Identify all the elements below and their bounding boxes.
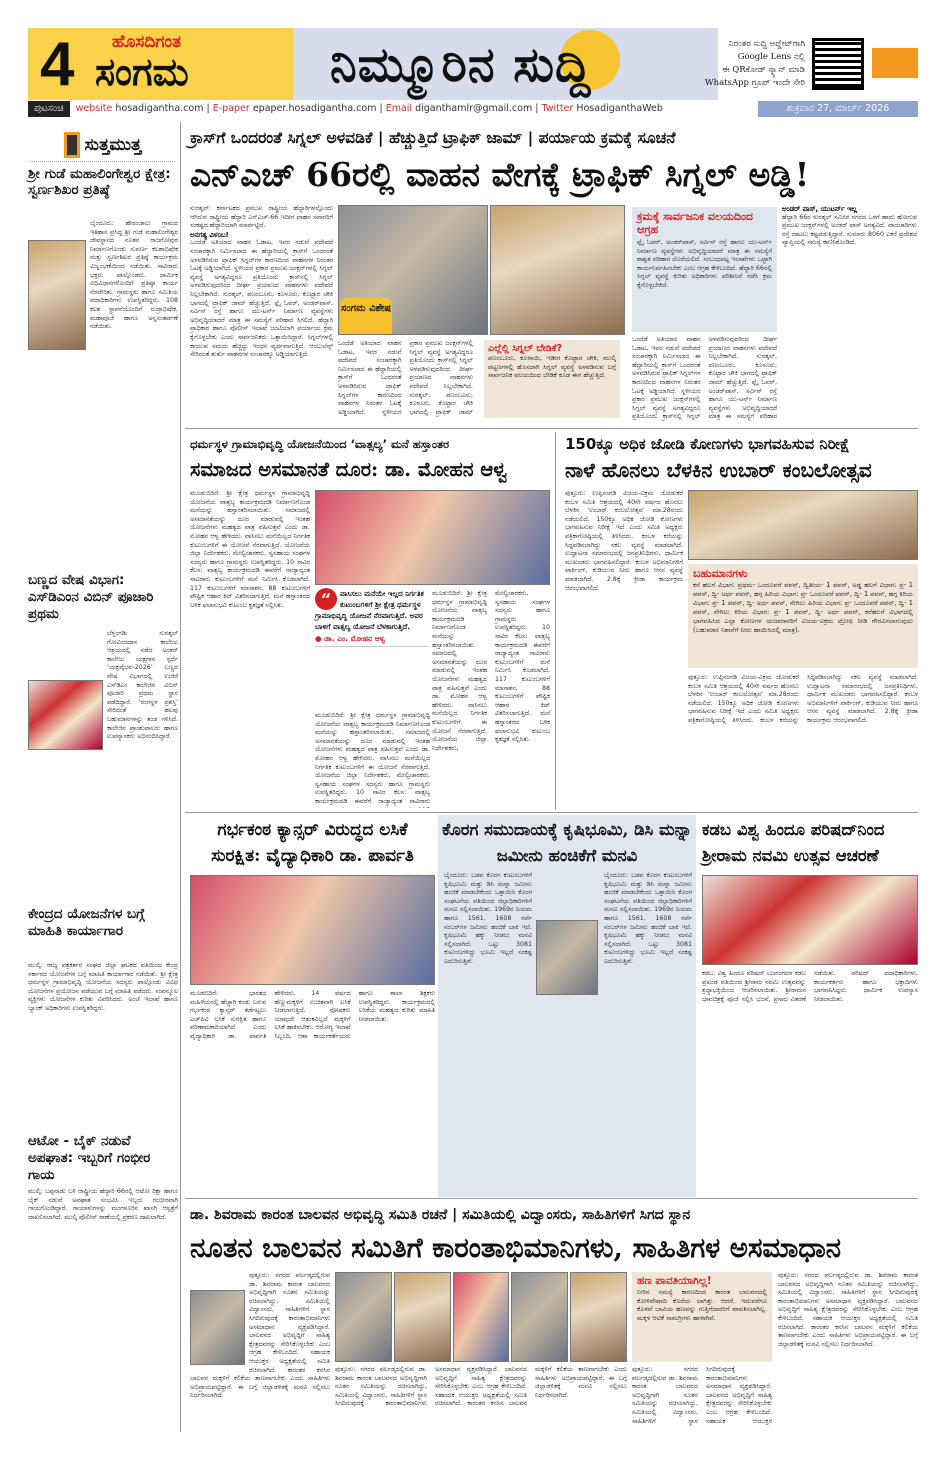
signal-demand-box [484,340,620,418]
story-kicker: ಡಾ. ಶಿವರಾಮ ಕಾರಂತ ಬಾಲವನ ಅಭಿವೃದ್ಧಿ ಸಮಿತಿ ರಚನೆ | ಸಮಿತಿಯಲ್ಲಿ ವಿದ್ವಾಂಸರು, ಸಾಹಿತಿಗಳಿಗೆ ಸಿಗದ ಸ್ಥಾನ [190,1207,691,1223]
public-demand-box [632,207,777,332]
story-body: ಮುಲ್ಕಿ: ರಾಜ್ಯ ಪತ್ರಕರ್ತರ ಸಂಘದ ಜಿಲ್ಲಾ ಘಟಕದ ವತಿಯಿಂದ ಕೇಂದ್ರ ಸರ್ಕಾರದ ಯೋಜನೆಗಳ ಬಗ್ಗೆ ಮಾಹಿತಿ ಕಾರ್ಯಾಗಾರ ನಡೆಯಿತು. ಶ್ರೀ ಕ್ಷೇತ್ರ ಧರ್ಮಸ್ಥಳ ಗ್ರಾಮಾಭಿವೃದ್ಧಿ ಯೋಜನೆಯ ಸದಸ್ಯರು ಪಾಲ್ಗೊಂಡು ವಿವಿಧ ಯೋಜನೆಗಳ ಪ್ರಯೋಜನ ಪಡೆಯುವ ಬಗ್ಗೆ ಮಾಹಿತಿ ಪಡೆದರು. ಸಂಪನ್ಮೂಲ ವ್ಯಕ್ತಿಗಳು ಯೋಜನೆಗಳ ಕುರಿತು ವಿವರಿಸಿದರು. ಅಂಚೆ ಇಲಾಖೆ ಹಾಗೂ ಬ್ಯಾಂಕ್ ಅಧಿಕಾರಿಗಳು ಉಪಸ್ಥಿತರಿದ್ದರು. [28,962,178,1012]
section-brand: ಸಂಗಮ [95,50,189,94]
qr-line: ನಿರಂತರ ಸುದ್ದಿ ಅಪ್ಡೇಟ್‌ಗಾಗಿ [728,39,805,49]
qr-line: ಈ QRಕೋಡ್ ಸ್ಕ್ಯಾನ್ ಮಾಡಿ [722,65,805,75]
story-body [28,220,178,565]
story-body: ಪುತ್ತೂರು: ನಗರದ ಪರ್ಲಡ್ಕದಲ್ಲಿರುವ ಡಾ. ಶಿವರಾಮ ಕಾರಂತ ಬಾಲವನದ ಅಭಿವೃದ್ಧಿಗಾಗಿ ನೂತನ ಸಮಿತಿಯನ್ನು ರಚಿಸಲಾಗಿದ್ದು, ಸಮಿತಿಯಲ್ಲಿ ವಿದ್ವಾಂಸರು, ಸಾಹಿತಿಗಳಿಗೆ ಸ್ಥಾನ ಸಿಗದಿರುವುದಕ್ಕೆ ಕಾರಂತಾಭಿಮಾನಿಗಳು ಅಸಮಾಧಾನ ವ್ಯಕ್ತಪಡಿಸಿದ್ದಾರೆ. ಬಾಲವನದ ಅಭಿವೃದ್ಧಿಗೆ ಸಾಹಿತ್ಯ ಕ್ಷೇತ್ರದವರನ್ನು ಸೇರಿಸಿಕೊಳ್ಳಬೇಕು ಎಂಬ ಆಗ್ರಹ ಕೇಳಿಬಂದಿದೆ. ಸಹಾಯಕ ಆಯುಕ್ತರ [632,1366,772,1425]
story-text: ಪುತ್ತೂರು: ನಗರದ ಪರ್ಲಡ್ಕದಲ್ಲಿರುವ ಡಾ. ಶಿವರಾಮ ಕಾರಂತ ಬಾಲವನದ ಅಭಿವೃದ್ಧಿಗಾಗಿ ನೂತನ ಸಮಿತಿಯನ್ನು ರಚಿಸಲಾಗಿದ್ದು, ಸಮಿತಿಯಲ್ಲಿ ವಿದ್ವಾಂಸರು, ಸಾಹಿತಿಗಳಿಗೆ ಸ್ಥಾನ ಸಿಗದಿರುವುದಕ್ಕೆ ಕಾರಂತಾಭಿಮಾನಿಗಳು ಅಸಮಾಧಾನ ವ್ಯಕ್ತಪಡಿಸಿದ್ದಾರೆ. ಬಾಲವನದ ಅಭಿವೃದ್ಧಿಗೆ ಸಾಹಿತ್ಯ ಕ್ಷೇತ್ರದವರನ್ನು ಸೇರಿಸಿಕೊಳ್ಳಬೇಕು ಎಂಬ ಆಗ್ರಹ ಕೇಳಿಬಂದಿದೆ. ಸಹಾಯಕ ಆಯುಕ್ತರ ಅಧ್ಯಕ್ಷತೆಯಲ್ಲಿ ಸಮಿತಿ ರಚಿಸಲಾಗಿದೆ. ಕಾರಂತರ ಕನಸಿನ ಬಾಲವನ ಮಕ್ಕಳಿಗೆ ಕಲಿಕೆಯ ತಾಣವಾಗಬೇಕು ಎಂದು ಸಾಹಿತಿಗಳು ಅಭಿಪ್ರಾಯಪಟ್ಟಿದ್ದಾರೆ. ಈ ಬಗ್ಗೆ ಜಿಲ್ಲಾಡಳಿತಕ್ಕೆ ಮನವಿ ಸಲ್ಲಿಸಲು ನಿರ್ಧರಿಸಲಾಗಿದೆ. [190,1272,330,1400]
quote-icon: “ [315,588,337,610]
temple-photo [28,240,86,350]
box-title: ಬಹುಮಾನಗಳು [693,567,748,580]
story-body [28,630,178,895]
story-body: ಮೂಡಬಿದಿರೆ: ಭಾರತದ ಮಹಿಳೆಯರಲ್ಲಿ ಹೆಚ್ಚಾಗಿ ಕಂಡು ಬರುವ ಗರ್ಭಕಂಠ ಕ್ಯಾನ್ಸರ್ ತಡೆಗಟ್ಟಲು ಎಚ್‌ಪಿವಿ ಲಸಿಕೆ ಸುರಕ್ಷಿತ ಹಾಗೂ ಪರಿಣಾಮಕಾರಿಯಾಗಿದೆ ಎಂದು ವೈದ್ಯಾಧಿಕಾರಿ ಡಾ. ಪಾರ್ವತಿ ಹೇಳಿದರು. 14 ವರ್ಷದ ಹೆಣ್ಣುಮಕ್ಕಳಿಗೆ ಉಚಿತವಾಗಿ ಲಸಿಕೆ ನೀಡಲಾಗುತ್ತಿದೆ. ಪೋಷಕರು ಯಾವುದೇ ಆತಂಕವಿಲ್ಲದೆ ಮಕ್ಕಳಿಗೆ ಲಸಿಕೆ ಹಾಕಿಸಬೇಕು. ಆರೋಗ್ಯ ಇಲಾಖೆ ಸಿಬ್ಬಂದಿ, ಆಶಾ ಕಾರ್ಯಕರ್ತೆಯರು ಹಾಗೂ ಶಾಲಾ ಶಿಕ್ಷಕರು ಉಪಸ್ಥಿತರಿದ್ದರು. ಕಾರ್ಯಕ್ರಮದಲ್ಲಿ ಲಸಿಕೆಯ ಮಹತ್ವದ ಕುರಿತು ಮಾಹಿತಿ ನೀಡಲಾಯಿತು. [190,990,435,1040]
quote-author: ● ಡಾ. ಎಂ. ಮೋಹನ ಆಳ್ವ [315,634,386,643]
traffic-signal-photo [490,205,625,335]
sangama-special-badge: ಸಂಗಮ ವಿಶೇಷ [340,298,392,334]
prizes-box [688,564,918,668]
portrait-photo [570,1272,627,1362]
box-body: ನೀರಿನ ಸಮಸ್ಯೆ ಕಾರಣದಿಂದ ಕಾರಂತ ಬಾಲವನದಲ್ಲಿ ಕೋಳಿವೇಷಾದಿ ಕೊರೆಯ ಲಾಗಿತ್ತು. ಆದರೆ, ಇದುವರೆಗೂ ಕೊಳವೆ ಬಾವಿಯ ಹಣವನ್ನು ಗುತ್ತಿಗೆದಾರರಿಗೆ ಪಾವತಿಸಲಾಗಿಲ್ಲ. ಮಕ್ಕಳ ಆಟಿಕೆ ಸಾಮಗ್ರಿಗಳು ಹಾಳಾಗಿವೆ. [637,1288,767,1322]
box-title: ಹಣ ಪಾವತಿಯಾಗಿಲ್ಲ! [637,1275,712,1287]
box-title: ಕ್ರಮಕ್ಕೆ ಸಾರ್ವಜನಿಕ ವಲಯದಿಂದ ಆಗ್ರಹ [637,210,753,236]
page-number: 4 [40,30,75,99]
contact-strip [28,101,918,117]
qr-line: Google Lens ನಲ್ಲಿ [737,52,805,62]
pull-quote [315,588,428,647]
story-body: ಪುತ್ತೂರು: ಉಪ್ಪಿನಂಗಡಿ ವಿಜಯ-ವಿಕ್ರಮ ಜೋಡುಕರೆ ಕಂಬಳ ಸಮಿತಿ ಆಶ್ರಯದಲ್ಲಿ 40ನೇ ವರ್ಷದ ಹೊನಲು ಬೆಳಕಿನ ‘ಉಬಾರ್ ಕಂಬಲೋತ್ಸವ’ ಮಾ.28ರಂದು ನಡೆಯಲಿದೆ. 150ಕ್ಕೂ ಅಧಿಕ ಜೋಡಿ ಕೋಣಗಳು ಭಾಗವಹಿಸುವ ನಿರೀಕ್ಷೆ ಇದೆ ಎಂದು ಸಮಿತಿ ಅಧ್ಯಕ್ಷರು ಪತ್ರಿಕಾಗೋಷ್ಠಿಯಲ್ಲಿ ತಿಳಿಸಿದರು. ಕಂಬಳ ಕರೆಯನ್ನು ಸಿದ್ಧಪಡಿಸಲಾಗಿದ್ದು ಸಕಲ ವ್ಯವಸ್ಥೆ ಮಾಡಲಾಗಿದೆ. ಉದ್ಘಾಟನಾ ಸಮಾರಂಭದಲ್ಲಿ ಜನಪ್ರತಿನಿಧಿಗಳು, ಧಾರ್ಮಿಕ ಮುಖಂಡರು ಭಾಗವಹಿಸಲಿದ್ದಾರೆ. ಕಂಬಳ ಅಭಿಮಾನಿಗಳಿಗೆ ಪಾರ್ಕಿಂಗ್, ಕುಡಿಯುವ ನೀರು ಹಾಗೂ ಆಸನ ವ್ಯವಸ್ಥೆ ಮಾಡಲಾಗಿದೆ. 2.8ಕ್ಕೆ ಕ್ರೀಡಾ ಕಾರ್ಯಕ್ರಮ ಆರಂಭವಾಗಲಿದೆ. [688,674,918,724]
box-body: ಫ್ಲೈ ಓವರ್, ಅಂಡರ್‌ಪಾಸ್, ಸರ್ವಿಸ್ ರಸ್ತೆ ಹಾಗೂ ಯು-ಟರ್ನ್ ನಿರ್ಮಾಣ ವ್ಯವಸ್ಥೆಗಳು ಅಭಿವೃದ್ಧಿಯಾದರೆ ಮಾತ್ರ ಈ ಸಮಸ್ಯೆಗೆ ಶಾಶ್ವತ ಪರಿಹಾರ ದೊರೆಯಲಿದೆ. ಸಂಬಂಧಪಟ್ಟ ಇಲಾಖೆಗಳು ಒಟ್ಟಾಗಿ ಕಾರ್ಯನಿರ್ವಹಿಸಬೇಕು ಎಂಬ ಆಗ್ರಹ ಕೇಳಿಬಂದಿದೆ. ಹೆದ್ದಾರಿ 66ರಲ್ಲಿ ಸಿಗ್ನಲ್ ವ್ಯವಸ್ಥೆ ಕುರಿತು ಅಧಿಕಾರಿಗಳು ಪರಿಶೀಲನೆ ನಡೆಸಿ ಕ್ರಮ ಕೈಗೊಳ್ಳಬೇಕಿದೆ. [637,239,772,289]
lead-body-col3: ಒಂದೆಡೆ ಅತಿಯಾದ ವಾಹನ ಓಡಾಟ, ಇವರ ನಡುವೆ ಪದೇಪದೆ ಸಂಚಾರಕ್ಕಾಗಿ ನಿರ್ಮಿಸಲಾದ ಈ ಹೆದ್ದಾರಿಯಲ್ಲಿ ಕ್ರಾಸ್‌ಗೆ ಒಂದರಂತೆ ಅಳವಡಿಸಿರುವ ಟ್ರಾಫಿಕ್ ಸಿಗ್ನಲ್‌ಗಳ ಕಾರಣದಿಂದ ವಾಹನಗಳ ನಿರಂತರ ಓಟಕ್ಕೆ ಅಡ್ಡಿಯಾಗಿದೆ. ಸ್ಥಳೀಯರ ಪ್ರಕಾರ ಪ್ರಮುಖ ಜಂಕ್ಷನ್‌ಗಳಲ್ಲಿ ಸಿಗ್ನಲ್ ವ್ಯವಸ್ಥೆ ಅಗತ್ಯವಿದ್ದರೂ ಪ್ರತಿಯೊಂದು ಕ್ರಾಸ್‌ನಲ್ಲಿ ಸಿಗ್ನಲ್ ಅಳವಡಿಸುವುದರಿಂದ ದೀರ್ಘ ಪ್ರಯಾಣದ ವಾಹನಗಳು ಪದೇಪದೆ ನಿಲ್ಲಬೇಕಾಗಿದೆ. ಸುರತ್ಕಲ್, ಪಣಂಬೂರು, ಕೂಳೂರು, ಕೊಟ್ಟಾರ ಚೌಕಿ ಭಾಗದಲ್ಲಿ ಟ್ರಾಫಿಕ್ ಜಾಮ್ ಹೆಚ್ಚುತ್ತಿದೆ. ಫ್ಲೈ ಓವರ್, ಅಂಡರ್‌ಪಾಸ್, ಸರ್ವಿಸ್ ರಸ್ತೆ ಹಾಗೂ ಯು-ಟರ್ನ್ ನಿರ್ಮಾಣ ವ್ಯವಸ್ಥೆಗಳು ಅಭಿವೃದ್ಧಿಯಾದರೆ ಮಾತ್ರ ಈ ಸಮಸ್ಯೆಗೆ ಪರಿಹಾರ [632,336,777,421]
story-headline[interactable]: ಶ್ರೀ ಗುಡೆ ಮಹಾಲಿಂಗೇಶ್ವರ ಕ್ಷೇತ್ರ: ಸ್ವರ್ಣಶಿಖರ ಪ್ರತಿಷ್ಠೆ [28,166,171,198]
story-body [190,1272,330,1430]
column-divider [180,122,181,1432]
story-text: ಬೈಂದೂರು: ಹೇರಂಜಾಲು ಗ್ರಾಮದ ಇತಿಹಾಸ ಪ್ರಸಿದ್ಧ ಶ್ರೀ ಗುಡೆ ಮಹಾಲಿಂಗೇಶ್ವರ ದೇವಸ್ಥಾನದ ನೂತನ ರಾಜಗೋಪುರ ನಿರ್ಮಾಣಗೊಂಡು ಸುವರ್ಣ ಕಲಶಾಭಿಷೇಕ ಮತ್ತು ಸ್ವರ್ಣಶಿಖರ ಪ್ರತಿಷ್ಠೆ ಕಾರ್ಯಕ್ರಮ ವಿಜೃಂಭಣೆಯಿಂದ ನಡೆಯಿತು. ಸಾವಿರಾರು ಭಕ್ತರು ಪಾಲ್ಗೊಂಡರು. ಧಾರ್ಮಿಕ ವಿಧಿವಿಧಾನಗಳೊಂದಿಗೆ ಪ್ರತಿಷ್ಠಾ ಕಾರ್ಯ ನೆರವೇರಿತು. ಗ್ರಾಮಸ್ಥರು ಹಾಗೂ ಸಮಿತಿಯ ಪದಾಧಿಕಾರಿಗಳು ಉಪಸ್ಥಿತರಿದ್ದರು. 108 ಕಲಶ ಸ್ಥಾಪನೆಯೊಂದಿಗೆ ರುದ್ರಾಭಿಷೇಕ, ಮಹಾಪೂಜೆ ಹಾಗೂ ಅನ್ನಸಂತರ್ಪಣೆ ನಡೆಯಿತು. [90,220,178,331]
lead-subhead: ಅಂಡರ್ ಪಾಸ್, ಯುಟರ್ನ್ ಇಲ್ಲ [782,205,858,213]
story-body: ಪುತ್ತೂರು: ಉಪ್ಪಿನಂಗಡಿ ವಿಜಯ-ವಿಕ್ರಮ ಜೋಡುಕರೆ ಕಂಬಳ ಸಮಿತಿ ಆಶ್ರಯದಲ್ಲಿ 40ನೇ ವರ್ಷದ ಹೊನಲು ಬೆಳಕಿನ ‘ಉಬಾರ್ ಕಂಬಲೋತ್ಸವ’ ಮಾ.28ರಂದು ನಡೆಯಲಿದೆ. 150ಕ್ಕೂ ಅಧಿಕ ಜೋಡಿ ಕೋಣಗಳು ಭಾಗವಹಿಸುವ ನಿರೀಕ್ಷೆ ಇದೆ ಎಂದು ಸಮಿತಿ ಅಧ್ಯಕ್ಷರು ಪತ್ರಿಕಾಗೋಷ್ಠಿಯಲ್ಲಿ ತಿಳಿಸಿದರು. ಕಂಬಳ ಕರೆಯನ್ನು ಸಿದ್ಧಪಡಿಸಲಾಗಿದ್ದು ಸಕಲ ವ್ಯವಸ್ಥೆ ಮಾಡಲಾಗಿದೆ. ಉದ್ಘಾಟನಾ ಸಮಾರಂಭದಲ್ಲಿ ಜನಪ್ರತಿನಿಧಿಗಳು, ಧಾರ್ಮಿಕ ಮುಖಂಡರು ಭಾಗವಹಿಸಲಿದ್ದಾರೆ. ಕಂಬಳ ಅಭಿಮಾನಿಗಳಿಗೆ ಪಾರ್ಕಿಂಗ್, ಕುಡಿಯುವ ನೀರು ಹಾಗೂ ಆಸನ ವ್ಯವಸ್ಥೆ ಮಾಡಲಾಗಿದೆ. 2.8ಕ್ಕೆ ಕ್ರೀಡಾ ಕಾರ್ಯಕ್ರಮ ಆರಂಭವಾಗಲಿದೆ. [565,490,683,592]
website-link[interactable]: hosadigantha.com [115,103,204,114]
website-label: website [75,103,113,114]
section-label: ಪುಟಸಂಚಿ [28,101,70,117]
qr-instructions [660,38,805,90]
portrait-photo [190,1290,245,1365]
story-kicker: ಧರ್ಮಸ್ಥಳ ಗ್ರಾಮಾಭಿವೃದ್ಧಿ ಯೋಜನೆಯಿಂದ ‘ವಾತ್ಸಲ್ಯ’ ಮನೆ ಹಸ್ತಾಂತರ [190,437,450,451]
portrait-photo [453,1272,510,1362]
story-body: ಮೂಡುಬಿದಿರೆ: ಶ್ರೀ ಕ್ಷೇತ್ರ ಧರ್ಮಸ್ಥಳ ಗ್ರಾಮಾಭಿವೃದ್ಧಿ ಯೋಜನೆಯ ವಾತ್ಸಲ್ಯ ಕಾರ್ಯಕ್ರಮದಡಿ ನಿರ್ಮಾಣಗೊಂಡ ಮನೆಯನ್ನು ಹಸ್ತಾಂತರಿಸಲಾಯಿತು. ಸಮಾಜದಲ್ಲಿ ಅಸಮಾನತೆಯನ್ನು ದೂರ ಮಾಡುವಲ್ಲಿ ಇಂತಹ ಯೋಜನೆಗಳು ಮಹತ್ವದ ಪಾತ್ರ ವಹಿಸುತ್ತವೆ ಎಂದು ಡಾ. ಮೋಹನ ಆಳ್ವ ಹೇಳಿದರು. ವಾಸಿಸಲು ಮನೆಯಿಲ್ಲದ ನಿರ್ಗತಿಕ ಕುಟುಂಬಗಳಿಗೆ ಈ ಯೋಜನೆ ನೆರವಾಗುತ್ತಿದೆ. ಯೋಜನೆಯ ಜಿಲ್ಲಾ ನಿರ್ದೇಶಕರು, ಮೇಲ್ವಿಚಾರಕರು, ಸ್ವಸಹಾಯ ಸಂಘಗಳ ಸದಸ್ಯರು ಹಾಗೂ ಗ್ರಾಮಸ್ಥರು ಉಪಸ್ಥಿತರಿದ್ದರು. 10 ಸಾವಿರ ಕೆಲಸ: ವಾತ್ಸಲ್ಯ ಕಾರ್ಯಕ್ರಮದಡಿ ಈವರೆಗೆ ರಾಜ್ಯಾದ್ಯಂತ ಸಾವಿರಾರು ಕುಟುಂಬಗಳಿಗೆ ಮನೆ ನಿರ್ಮಿಸಿ ಕೊಡಲಾಗಿದೆ. 117 ಕುಟುಂಬಗಳಿಗೆ ಮಾಸಾಶನ, 88 ಕುಟುಂಬಗಳಿಗೆ ಪೌಷ್ಟಿಕ ಆಹಾರ ಕಿಟ್ ವಿತರಿಸಲಾಗುತ್ತಿದೆ. ಮನೆ ಹಸ್ತಾಂತರದ ಬಳಿಕ ಫಲಾನುಭವಿ ಕುಟುಂಬ ಕೃತಜ್ಞತೆ ಸಲ್ಲಿಸಿತು. [190,490,310,609]
brand-accent-block [872,48,918,78]
qr-code-icon[interactable] [812,38,864,90]
portrait-photo [511,1272,568,1362]
portrait-photo [394,1272,451,1362]
story-body: ಮುಲ್ಕಿ: ಬಪ್ಪನಾಡು ಬಳಿ ರಾಷ್ಟ್ರೀಯ ಹೆದ್ದಾರಿ 66ರಲ್ಲಿ ಆಟೋ ರಿಕ್ಷಾ ಹಾಗೂ ಬೈಕ್ ನಡುವೆ ಅಪಘಾತ ಸಂಭವಿಸಿ ಇಬ್ಬರು ಗಂಭೀರವಾಗಿ ಗಾಯಗೊಂಡಿದ್ದಾರೆ. ಗಾಯಾಳುಗಳನ್ನು ಮಂಗಳೂರಿನ ಖಾಸಗಿ ಆಸ್ಪತ್ರೆಗೆ ದಾಖಲಿಸಲಾಗಿದೆ. ಮುಲ್ಕಿ ಪೊಲೀಸ್ ಠಾಣೆಯಲ್ಲಿ ಪ್ರಕರಣ ದಾಖಲಾಗಿದೆ. [28,1188,178,1221]
story-body: ಪುತ್ತೂರು: ನಗರದ ಪರ್ಲಡ್ಕದಲ್ಲಿರುವ ಡಾ. ಶಿವರಾಮ ಕಾರಂತ ಬಾಲವನದ ಅಭಿವೃದ್ಧಿಗಾಗಿ ನೂತನ ಸಮಿತಿಯನ್ನು ರಚಿಸಲಾಗಿದ್ದು, ಸಮಿತಿಯಲ್ಲಿ ವಿದ್ವಾಂಸರು, ಸಾಹಿತಿಗಳಿಗೆ ಸ್ಥಾನ ಸಿಗದಿರುವುದಕ್ಕೆ ಕಾರಂತಾಭಿಮಾನಿಗಳು ಅಸಮಾಧಾನ ವ್ಯಕ್ತಪಡಿಸಿದ್ದಾರೆ. ಬಾಲವನದ ಅಭಿವೃದ್ಧಿಗೆ ಸಾಹಿತ್ಯ ಕ್ಷೇತ್ರದವರನ್ನು ಸೇರಿಸಿಕೊಳ್ಳಬೇಕು ಎಂಬ ಆಗ್ರಹ ಕೇಳಿಬಂದಿದೆ. ಸಹಾಯಕ ಆಯುಕ್ತರ ಅಧ್ಯಕ್ಷತೆಯಲ್ಲಿ ಸಮಿತಿ ರಚಿಸಲಾಗಿದೆ. ಕಾರಂತರ ಕನಸಿನ ಬಾಲವನ ಮಕ್ಕಳಿಗೆ ಕಲಿಕೆಯ ತಾಣವಾಗಬೇಕು ಎಂದು ಸಾಹಿತಿಗಳು ಅಭಿಪ್ರಾಯಪಟ್ಟಿದ್ದಾರೆ. ಈ ಬಗ್ಗೆ ಜಿಲ್ಲಾಡಳಿತಕ್ಕೆ ಮನವಿ ಸಲ್ಲಿಸಲು ನಿರ್ಧರಿಸಲಾಗಿದೆ. [335,1366,627,1408]
epaper-link[interactable]: epaper.hosadigantha.com [252,103,377,114]
portrait-strip [335,1272,627,1362]
lead-body-col2: ಒಂದೆಡೆ ಅತಿಯಾದ ವಾಹನ ಓಡಾಟ, ಇವರ ನಡುವೆ ಪದೇಪದೆ ಸಂಚಾರಕ್ಕಾಗಿ ನಿರ್ಮಿಸಲಾದ ಈ ಹೆದ್ದಾರಿಯಲ್ಲಿ ಕ್ರಾಸ್‌ಗೆ ಒಂದರಂತೆ ಅಳವಡಿಸಿರುವ ಟ್ರಾಫಿಕ್ ಸಿಗ್ನಲ್‌ಗಳ ಕಾರಣದಿಂದ ವಾಹನಗಳ ನಿರಂತರ ಓಟಕ್ಕೆ ಅಡ್ಡಿಯಾಗಿದೆ. ಸ್ಥಳೀಯರ ಪ್ರಕಾರ ಪ್ರಮುಖ ಜಂಕ್ಷನ್‌ಗಳಲ್ಲಿ ಸಿಗ್ನಲ್ ವ್ಯವಸ್ಥೆ ಅಗತ್ಯವಿದ್ದರೂ ಪ್ರತಿಯೊಂದು ಕ್ರಾಸ್‌ನಲ್ಲಿ ಸಿಗ್ನಲ್ ಅಳವಡಿಸುವುದರಿಂದ ದೀರ್ಘ ಪ್ರಯಾಣದ ವಾಹನಗಳು ಪದೇಪದೆ ನಿಲ್ಲಬೇಕಾಗಿದೆ. ಸುರತ್ಕಲ್, ಪಣಂಬೂರು, ಕೂಳೂರು, ಕೊಟ್ಟಾರ ಚೌಕಿ ಭಾಗದಲ್ಲಿ ಟ್ರಾಫಿಕ್ ಜಾಮ್ [338,340,473,416]
lead-body-col4 [782,205,917,425]
door-icon [64,132,80,158]
portrait-photo [335,1272,392,1362]
story-body: ಮೂಡುಬಿದಿರೆ: ಶ್ರೀ ಕ್ಷೇತ್ರ ಧರ್ಮಸ್ಥಳ ಗ್ರಾಮಾಭಿವೃದ್ಧಿ ಯೋಜನೆಯ ವಾತ್ಸಲ್ಯ ಕಾರ್ಯಕ್ರಮದಡಿ ನಿರ್ಮಾಣಗೊಂಡ ಮನೆಯನ್ನು ಹಸ್ತಾಂತರಿಸಲಾಯಿತು. ಸಮಾಜದಲ್ಲಿ ಅಸಮಾನತೆಯನ್ನು ದೂರ ಮಾಡುವಲ್ಲಿ ಇಂತಹ ಯೋಜನೆಗಳು ಮಹತ್ವದ ಪಾತ್ರ ವಹಿಸುತ್ತವೆ ಎಂದು ಡಾ. ಮೋಹನ ಆಳ್ವ ಹೇಳಿದರು. ವಾಸಿಸಲು ಮನೆಯಿಲ್ಲದ ನಿರ್ಗತಿಕ ಕುಟುಂಬಗಳಿಗೆ ಈ ಯೋಜನೆ ನೆರವಾಗುತ್ತಿದೆ. ಯೋಜನೆಯ ಜಿಲ್ಲಾ ನಿರ್ದೇಶಕರು, ಮೇಲ್ವಿಚಾರಕರು, ಸ್ವಸಹಾಯ ಸಂಘಗಳ ಸದಸ್ಯರು ಹಾಗೂ ಗ್ರಾಮಸ್ಥರು ಉಪಸ್ಥಿತರಿದ್ದರು. 10 ಸಾವಿರ ಕೆಲಸ: ವಾತ್ಸಲ್ಯ ಕಾರ್ಯಕ್ರಮದಡಿ ಈವರೆಗೆ ರಾಜ್ಯಾದ್ಯಂತ ಸಾವಿರಾರು ಕುಟುಂಬಗಳಿಗೆ ಮನೆ ನಿರ್ಮಿಸಿ ಕೊಡಲಾಗಿದೆ. 117 ಕುಟುಂಬಗಳಿಗೆ ಮಾಸಾಶನ, 88 ಕುಟುಂಬಗಳಿಗೆ ಪೌಷ್ಟಿಕ ಆಹಾರ ಕಿಟ್ ವಿತರಿಸಲಾಗುತ್ತಿದೆ. ಮನೆ ಹಸ್ತಾಂತರದ ಬಳಿಕ ಫಲಾನುಭವಿ ಕುಟುಂಬ ಕೃತಜ್ಞತೆ ಸಲ್ಲಿಸಿತು. [432,590,550,752]
lead-intro: ಸುರತ್ಕಲ್: ಕರ್ನಾಟಕದ ಪ್ರಮುಖ ರಾಷ್ಟ್ರೀಯ ಹೆದ್ದಾರಿಗಳಲ್ಲೊಂದು ಆಗಿರುವ ರಾಷ್ಟ್ರೀಯ ಹೆದ್ದಾರಿ ಎನ್‌ಎಚ್-66 ಇದೀಗ ವಾಹನ ಸವಾರರಿಗೆ ಸಂಕಷ್ಟದ ಹೆದ್ದಾರಿಯಾಗಿ ಮಾರ್ಪಟ್ಟಿದೆ. [190,205,333,230]
ramanavami-photo [702,875,918,965]
payment-pending-box [632,1272,772,1362]
portrait-photo [536,920,598,995]
divider [185,1198,918,1199]
lead-headline[interactable]: ಎನ್‌ಎಚ್ 66ರಲ್ಲಿ ವಾಹನ ವೇಗಕ್ಕೆ ಟ್ರಾಫಿಕ್ ಸಿಗ್ನಲ್ ಅಡ್ಡಿ! [190,155,810,194]
story-headline[interactable]: ಸಮಾಜದ ಅಸಮಾನತೆ ದೂರ: ಡಾ. ಮೋಹನ ಆಳ್ವ [190,458,508,481]
box-body: ಪಣಂಬೂರು, ಕೂಳಾಯಿ, ಇಡೀಗ ಕೊಟ್ಟಾರ ಚೌಕಿ, ಮುಲ್ಕಿ ಪಟ್ಟಣಗಳಲ್ಲಿ ಹೊಸದಾಗಿ ಸಿಗ್ನಲ್ ವ್ಯವಸ್ಥೆ ಅಳವಡಿಸುವ ಬಗ್ಗೆ ಸಾರ್ವಜನಿಕ ವಲಯದಿಂದ ಬೇಡಿಕೆ ಕೂಡ ಈಗ ಹೆಚ್ಚುತ್ತಿದೆ. [488,354,616,380]
section-logo-text: ಸುತ್ತಮುತ್ತ [84,134,142,155]
lead-subhead: ಅನಗತ್ಯ ವಿಳಂಬ! [190,230,229,239]
story-body: ಬೈಂದೂರು: ಬಡವ ಕೊರಗ ಕುಟುಂಬಗಳಿಗೆ ಕೃಷಿಭೂಮಿ ಮತ್ತು ಡಿಸಿ ಮನ್ನಾ ಜಮೀನು ಹಂಚಿಕೆ ಮಾಡಬೇಕೆಂದು ಒತ್ತಾಯಿಸಿ ಕೊರಗ ಸಂಘಟನೆಯ ವತಿಯಿಂದ ಜಿಲ್ಲಾಧಿಕಾರಿಗಳಿಗೆ ಮನವಿ ಸಲ್ಲಿಸಲಾಯಿತು. 1969ರ ನಿಯಮ ಹಾಗೂ 1561, 1608 ಸರ್ವೆ ನಂಬರ್‌ಗಳ ಜಮೀನು ಹಂಚಿಕೆ ಬಾಕಿ ಇದೆ. ಕೃಷಿಭೂಮಿ ಹಕ್ಕು ನೀಡಲು ಮನವಿ ಸಲ್ಲಿಸಲಾಗಿದೆ. ಒಟ್ಟು 3081 ಕುಟುಂಬಗಳಿದ್ದು ಭೂಮಿ ಇಲ್ಲದೆ ಸಂಕಷ್ಟ ಎದುರಿಸುತ್ತಿವೆ. [444,872,532,965]
lead-body-col1 [190,205,333,425]
lead-kicker: ಕ್ರಾಸ್‌ಗೆ ಒಂದರಂತೆ ಸಿಗ್ನಲ್ ಅಳವಡಿಕೆ | ಹೆಚ್ಚುತ್ತಿದೆ ಟ್ರಾಫಿಕ್ ಜಾಮ್ | ಪರ್ಯಾಯ ಕ್ರಮಕ್ಕೆ ಸೂಚನೆ [190,129,676,147]
story-headline[interactable]: ನೂತನ ಬಾಲವನ ಸಮಿತಿಗೆ ಕಾರಂತಾಭಿಮಾನಿಗಳು, ಸಾಹಿತಿಗಳ ಅಸಮಾಧಾನ [190,1232,842,1264]
story-kicker: 150ಕ್ಕೂ ಅಧಿಕ ಜೋಡಿ ಕೋಣಗಳು ಭಾಗವಹಿಸುವ ನಿರೀಕ್ಷೆ [565,435,850,453]
contact-links: website hosadigantha.com | E-paper epaper.hosadigantha.com | Email diganthamlr@gmail.com | Twitter HosadiganthaWeb [75,103,663,114]
divider [185,812,918,813]
lead-text: ಹೆದ್ದಾರಿ 66ರ ಸುರತ್ಕಲ್ ಸಮೀಪ ನಗರದ ಒಳಗೆ ಹಾದು ಹೋಗುವ ಪ್ರಮುಖ ಜಂಕ್ಷನ್‌ಗಳಲ್ಲಿ ಅಂಡರ್ ಪಾಸ್ ಅಗತ್ಯವಿದೆ. ಪಾದಚಾರಿಗಳು ರಸ್ತೆ ದಾಟಲು ಕಷ್ಟಪಡುತ್ತಿದ್ದಾರೆ. ಸುಮಾರು 8060 ಎಕರೆ ಪ್ರದೇಶದ ವ್ಯಾಪ್ತಿಯಲ್ಲಿ ಸಮಸ್ಯೆ ಕಾಣಿಸಿಕೊಂಡಿದೆ. [782,213,917,247]
press-meet-photo [688,490,918,560]
story-body: ಪುತ್ತೂರು: ನಗರದ ಪರ್ಲಡ್ಕದಲ್ಲಿರುವ ಡಾ. ಶಿವರಾಮ ಕಾರಂತ ಬಾಲವನದ ಅಭಿವೃದ್ಧಿಗಾಗಿ ನೂತನ ಸಮಿತಿಯನ್ನು ರಚಿಸಲಾಗಿದ್ದು, ಸಮಿತಿಯಲ್ಲಿ ವಿದ್ವಾಂಸರು, ಸಾಹಿತಿಗಳಿಗೆ ಸ್ಥಾನ ಸಿಗದಿರುವುದಕ್ಕೆ ಕಾರಂತಾಭಿಮಾನಿಗಳು ಅಸಮಾಧಾನ ವ್ಯಕ್ತಪಡಿಸಿದ್ದಾರೆ. ಬಾಲವನದ ಅಭಿವೃದ್ಧಿಗೆ ಸಾಹಿತ್ಯ ಕ್ಷೇತ್ರದವರನ್ನು ಸೇರಿಸಿಕೊಳ್ಳಬೇಕು ಎಂಬ ಆಗ್ರಹ ಕೇಳಿಬಂದಿದೆ. ಸಹಾಯಕ ಆಯುಕ್ತರ ಅಧ್ಯಕ್ಷತೆಯಲ್ಲಿ ಸಮಿತಿ ರಚಿಸಲಾಗಿದೆ. ಕಾರಂತರ ಕನಸಿನ ಬಾಲವನ ಮಕ್ಕಳಿಗೆ ಕಲಿಕೆಯ ತಾಣವಾಗಬೇಕು ಎಂದು ಸಾಹಿತಿಗಳು ಅಭಿಪ್ರಾಯಪಟ್ಟಿದ್ದಾರೆ. ಈ ಬಗ್ಗೆ ಜಿಲ್ಲಾಡಳಿತಕ್ಕೆ ಮನವಿ ಸಲ್ಲಿಸಲು ನಿರ್ಧರಿಸಲಾಗಿದೆ. [778,1272,918,1348]
divider [185,428,918,429]
vaccination-photo [190,875,435,985]
qr-line: WhatsApp ಗ್ರೂಪ್ ಇಂದೇ ಸೇರಿ [704,78,805,88]
twitter-link[interactable]: HosadiganthaWeb [576,103,663,114]
column-divider [555,432,556,810]
story-text: ಬೆಳ್ತಂಗಡಿ: ಸುರತ್ಕಲ್ ಗೋವಿಂದದಾಸ ಕಾಲೇಜು ಆಶ್ರಯದಲ್ಲಿ ನಡೆದ ಅಂತರ್ ಕಾಲೇಜು ಯಕ್ಷಗಾನ ಸ್ಪರ್ಧೆ ‘ಯಕ್ಷವೈಭವ-2026’ ಬಣ್ಣದ ವೇಷ ವಿಭಾಗದಲ್ಲಿ ಉಜಿರೆ ಎಸ್‌ಡಿಎಂ ಕಾಲೇಜಿನ ವಿಬಿನ್ ಪೂಜಾರಿ ಪ್ರಥಮ ಸ್ಥಾನ ಪಡೆದಿದ್ದಾರೆ. ‘ರಂಗಸ್ಥಳ ಪ್ರಶಸ್ತಿ’ ಸೇರಿದಂತೆ ಹಲವು ಬಹುಮಾನಗಳನ್ನು ತಂಡ ಗಳಿಸಿದೆ. ಕಾಲೇಜಿನ ಪ್ರಾಂಶುಪಾಲರು ಹಾಗೂ ಉಪನ್ಯಾಸಕರು ಅಭಿನಂದಿಸಿದ್ದಾರೆ. [107,630,178,741]
twitter-label: Twitter [541,103,574,114]
box-title: ಎಲ್ಲೆಲ್ಲಿ ಸಿಗ್ನಲ್ ಬೇಡಿಕೆ? [488,343,563,354]
email-label: Email [385,103,413,114]
quote-text: ವಾಸಿಸಲು ಮನೆಯೇ ಇಲ್ಲದ ನಿರ್ಗತಿಕ ಕುಟುಂಬಗಳಿಗೆ ಶ್ರೀ ಕ್ಷೇತ್ರ ಧರ್ಮಸ್ಥಳ ಗ್ರಾಮಾಭಿವೃದ್ಧಿ ಯೋಜನೆ ನೆರವಾಗುತ್ತಿದೆ. ಅವರ ಬಾಳಿಗೆ ವಾತ್ಸಲ್ಯ ಯೋಜನೆ ಬೆಳಕಾಗುತ್ತಿದೆ. [315,589,424,631]
story-headline[interactable]: ಗರ್ಭಕಂಠ ಕ್ಯಾನ್ಸರ್ ವಿರುದ್ಧದ ಲಸಿಕೆ ಸುರಕ್ಷಿತ: ವೈದ್ಯಾಧಿಕಾರಿ ಡಾ. ಪಾರ್ವತಿ [211,820,414,866]
story-headline[interactable]: ಕೇಂದ್ರದ ಯೋಜನೆಗಳ ಬಗ್ಗೆ ಮಾಹಿತಿ ಕಾರ್ಯಾಗಾರ [28,906,145,939]
section-logo-suttamutta [30,128,175,162]
story-body: ಕಡಬ: ವಿಶ್ವ ಹಿಂದೂ ಪರಿಷದ್ ಬಜರಂಗದಳ ಕಡಬ ಪ್ರಖಂಡ ವತಿಯಿಂದ ಶ್ರೀರಾಮ ನವಮಿ ಉತ್ಸವವನ್ನು ಶ್ರದ್ಧಾಭಕ್ತಿಯಿಂದ ಆಚರಿಸಲಾಯಿತು. ಶ್ರೀರಾಮನ ಭಾವಚಿತ್ರಕ್ಕೆ ಪೂಜೆ ಸಲ್ಲಿಸಿ ಭಜನೆ, ಪ್ರಸಾದ ವಿತರಣೆ ನಡೆಯಿತು. ಪರಿಷದ್ ಪದಾಧಿಕಾರಿಗಳು, ಕಾರ್ಯಕರ್ತರು ಹಾಗೂ ಭಕ್ತಾದಿಗಳು ಭಾಗವಹಿಸಿದ್ದರು. ಧಾರ್ಮಿಕ ಉಪನ್ಯಾಸ ನೀಡಲಾಯಿತು. [702,970,918,1003]
story-body: ಮೂಡುಬಿದಿರೆ: ಶ್ರೀ ಕ್ಷೇತ್ರ ಧರ್ಮಸ್ಥಳ ಗ್ರಾಮಾಭಿವೃದ್ಧಿ ಯೋಜನೆಯ ವಾತ್ಸಲ್ಯ ಕಾರ್ಯಕ್ರಮದಡಿ ನಿರ್ಮಾಣಗೊಂಡ ಮನೆಯನ್ನು ಹಸ್ತಾಂತರಿಸಲಾಯಿತು. ಸಮಾಜದಲ್ಲಿ ಅಸಮಾನತೆಯನ್ನು ದೂರ ಮಾಡುವಲ್ಲಿ ಇಂತಹ ಯೋಜನೆಗಳು ಮಹತ್ವದ ಪಾತ್ರ ವಹಿಸುತ್ತವೆ ಎಂದು ಡಾ. ಮೋಹನ ಆಳ್ವ ಹೇಳಿದರು. ವಾಸಿಸಲು ಮನೆಯಿಲ್ಲದ ನಿರ್ಗತಿಕ ಕುಟುಂಬಗಳಿಗೆ ಈ ಯೋಜನೆ ನೆರವಾಗುತ್ತಿದೆ. ಯೋಜನೆಯ ಜಿಲ್ಲಾ ನಿರ್ದೇಶಕರು, ಮೇಲ್ವಿಚಾರಕರು, ಸ್ವಸಹಾಯ ಸಂಘಗಳ ಸದಸ್ಯರು ಹಾಗೂ ಗ್ರಾಮಸ್ಥರು ಉಪಸ್ಥಿತರಿದ್ದರು. 10 ಸಾವಿರ ಕೆಲಸ: ವಾತ್ಸಲ್ಯ ಕಾರ್ಯಕ್ರಮದಡಿ ಈವರೆಗೆ ರಾಜ್ಯಾದ್ಯಂತ ಸಾವಿರಾರು [315,712,430,805]
story-body: ಬೈಂದೂರು: ಬಡವ ಕೊರಗ ಕುಟುಂಬಗಳಿಗೆ ಕೃಷಿಭೂಮಿ ಮತ್ತು ಡಿಸಿ ಮನ್ನಾ ಜಮೀನು ಹಂಚಿಕೆ ಮಾಡಬೇಕೆಂದು ಒತ್ತಾಯಿಸಿ ಕೊರಗ ಸಂಘಟನೆಯ ವತಿಯಿಂದ ಜಿಲ್ಲಾಧಿಕಾರಿಗಳಿಗೆ ಮನವಿ ಸಲ್ಲಿಸಲಾಯಿತು. 1969ರ ನಿಯಮ ಹಾಗೂ 1561, 1608 ಸರ್ವೆ ನಂಬರ್‌ಗಳ ಜಮೀನು ಹಂಚಿಕೆ ಬಾಕಿ ಇದೆ. ಕೃಷಿಭೂಮಿ ಹಕ್ಕು ನೀಡಲು ಮನವಿ ಸಲ್ಲಿಸಲಾಗಿದೆ. ಒಟ್ಟು 3081 ಕುಟುಂಬಗಳಿದ್ದು ಭೂಮಿ ಇಲ್ಲದೆ ಸಂಕಷ್ಟ ಎದುರಿಸುತ್ತಿವೆ. [604,872,692,965]
house-handover-photo [315,490,550,585]
email-link[interactable]: diganthamlr@gmail.com [415,103,533,114]
page-title: ನಿಮ್ಮೂರಿನ ಸುದ್ದಿ [330,37,592,93]
box-body: ಕನೆ ಹಲಗೆ ವಿಭಾಗ: ಪ್ರಥಮ- ಒಂದೂವರೆ ಪವನ್, ದ್ವಿತೀಯ- 1 ಪವನ್, ಅಡ್ಡ ಹಲಗೆ ವಿಭಾಗ: ಪ್ರ- 1 ಪವನ್, ದ್ವಿ- ಅರ್ಧ ಪವನ್, ಹಗ್ಗ ಹಿರಿಯ ವಿಭಾಗ: ಪ್ರ- ಒಂದೂವರೆ ಪವನ್, ದ್ವಿ- 1 ಪವನ್, ಹಗ್ಗ ಕಿರಿಯ ವಿಭಾಗ: ಪ್ರ- 1 ಪವನ್, ದ್ವಿ- ಅರ್ಧ ಪವನ್, ನೇಗಿಲು ಹಿರಿಯ ವಿಭಾಗ: ಪ್ರ- ಒಂದೂವರೆ ಪವನ್, ದ್ವಿ- 1 ಪವನ್, ನೇಗಿಲು ಕಿರಿಯ ವಿಭಾಗ: ಪ್ರ- 1 ಪವನ್, ದ್ವಿ- ಅರ್ಧ ಪವನ್, ಕನೆಹಲಗೆ ವಿಭಾಗದಲ್ಲಿ ಭಾಗವಹಿಸಿದ ಎಲ್ಲಾ ಕೋಣಗಳ ಯಜಮಾನರಿಗೆ ವಿಜಯ-ವಿಕ್ರಮ ಟ್ರೋಫಿ ನೀಡಿ ಗೌರವಿಸಲಾಗುವುದು (ಬಹುಮಾನ ನಿಶಾನೆಗೆ ನೀರು ಹಾಯಿಸಿದಲ್ಲಿ ಮಾತ್ರ). [693,581,913,634]
issue-date: ಶುಕ್ರವಾರ 27, ಮಾರ್ಚ್ 2026 [758,101,918,117]
quote-author-name: ಡಾ. ಎಂ. ಮೋಹನ ಆಳ್ವ [324,634,386,643]
story-headline[interactable]: ಬಣ್ಣದ ವೇಷ ವಿಭಾಗ: ಎಸ್‌ಡಿಎಂನ ವಿಬಿನ್ ಪೂಜಾರಿ ಪ್ರಥಮ [28,572,154,622]
story-headline[interactable]: ನಾಳೆ ಹೊನಲು ಬೆಳಕಿನ ಉಬಾರ್ ಕಂಬಲೋತ್ಸವ [565,458,872,482]
story-headline[interactable]: ಕಡಬ ವಿಶ್ವ ಹಿಂದೂ ಪರಿಷದ್‌ನಿಂದ ಶ್ರೀರಾಮ ನವಮಿ ಉತ್ಸವ ಆಚರಣೆ [702,820,885,865]
publication-logo: ಹೊಸದಿಗಂತ [112,32,182,52]
story-headline[interactable]: ಕೊರಗ ಸಮುದಾಯಕ್ಕೆ ಕೃಷಿಭೂಮಿ, ಡಿಸಿ ಮನ್ನಾ ಜಮೀನು ಹಂಚಿಕೆಗೆ ಮನವಿ [442,820,692,865]
story-headline[interactable]: ಆಟೋ - ಬೈಕ್ ನಡುವೆ ಅಪಘಾತ: ಇಬ್ಬರಿಗೆ ಗಂಭೀರ ಗಾಯ [28,1133,151,1183]
winner-photo [28,680,103,750]
epaper-label: E-paper [212,103,250,114]
lead-text: ಒಂದೆಡೆ ಅತಿಯಾದ ವಾಹನ ಓಡಾಟ, ಇವರ ನಡುವೆ ಪದೇಪದೆ ಸಂಚಾರಕ್ಕಾಗಿ ನಿರ್ಮಿಸಲಾದ ಈ ಹೆದ್ದಾರಿಯಲ್ಲಿ ಕ್ರಾಸ್‌ಗೆ ಒಂದರಂತೆ ಅಳವಡಿಸಿರುವ ಟ್ರಾಫಿಕ್ ಸಿಗ್ನಲ್‌ಗಳ ಕಾರಣದಿಂದ ವಾಹನಗಳ ನಿರಂತರ ಓಟಕ್ಕೆ ಅಡ್ಡಿಯಾಗಿದೆ. ಸ್ಥಳೀಯರ ಪ್ರಕಾರ ಪ್ರಮುಖ ಜಂಕ್ಷನ್‌ಗಳಲ್ಲಿ ಸಿಗ್ನಲ್ ವ್ಯವಸ್ಥೆ ಅಗತ್ಯವಿದ್ದರೂ ಪ್ರತಿಯೊಂದು ಕ್ರಾಸ್‌ನಲ್ಲಿ ಸಿಗ್ನಲ್ ಅಳವಡಿಸುವುದರಿಂದ ದೀರ್ಘ ಪ್ರಯಾಣದ ವಾಹನಗಳು ಪದೇಪದೆ ನಿಲ್ಲಬೇಕಾಗಿದೆ. ಸುರತ್ಕಲ್, ಪಣಂಬೂರು, ಕೂಳೂರು, ಕೊಟ್ಟಾರ ಚೌಕಿ ಭಾಗದಲ್ಲಿ ಟ್ರಾಫಿಕ್ ಜಾಮ್ ಹೆಚ್ಚುತ್ತಿದೆ. ಫ್ಲೈ ಓವರ್, ಅಂಡರ್‌ಪಾಸ್, ಸರ್ವಿಸ್ ರಸ್ತೆ ಹಾಗೂ ಯು-ಟರ್ನ್ ನಿರ್ಮಾಣ ವ್ಯವಸ್ಥೆಗಳು ಅಭಿವೃದ್ಧಿಯಾದರೆ ಮಾತ್ರ ಈ ಸಮಸ್ಯೆಗೆ ಪರಿಹಾರ ಸಿಗಲಿದೆ. ಹೆದ್ದಾರಿ ಪ್ರಾಧಿಕಾರ ಹಾಗೂ ಪೊಲೀಸ್ ಇಲಾಖೆ ಜಂಟಿಯಾಗಿ ಪರ್ಯಾಯ ಕ್ರಮ ಕೈಗೊಳ್ಳಬೇಕು ಎಂದು ಸಾರ್ವಜನಿಕರು ಒತ್ತಾಯಿಸಿದ್ದಾರೆ. ಸಿಗ್ನಲ್‌ಗಳಲ್ಲಿ ಕಾಯುವ ಸಮಯ ಹೆಚ್ಚಿದ್ದು ಇಂಧನ ವ್ಯರ್ಥವಾಗುತ್ತಿದೆ. ಆಂಬುಲೆನ್ಸ್ ಸೇರಿದಂತೆ ತುರ್ತು ವಾಹನಗಳ ಸಂಚಾರಕ್ಕೂ ಅಡ್ಡಿಯಾಗುತ್ತಿದೆ. [190,239,333,359]
